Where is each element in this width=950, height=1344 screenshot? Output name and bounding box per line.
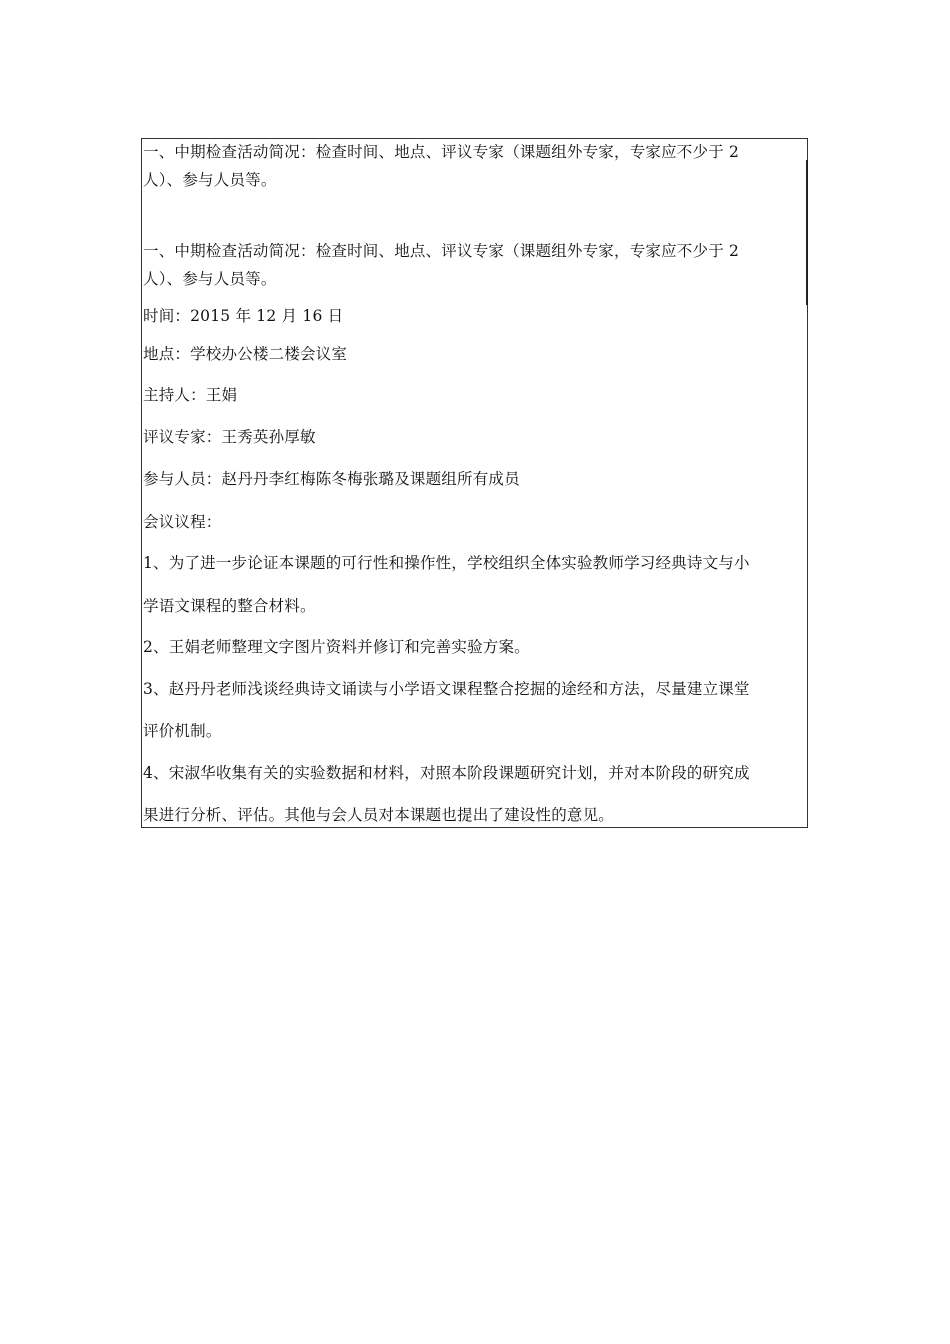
participants: 参与人员：赵丹丹李红梅陈冬梅张璐及课题组所有成员 <box>143 470 520 488</box>
agenda-item4-line1: 4、宋淑华收集有关的实验数据和材料，对照本阶段课题研究计划，并对本阶段的研究成 <box>143 764 750 782</box>
agenda-item1-line2: 学语文课程的整合材料。 <box>143 597 316 615</box>
agenda-item3-line1: 3、赵丹丹老师浅谈经典诗文诵读与小学语文课程整合挖掘的途经和方法，尽量建立课堂 <box>143 680 750 698</box>
meeting-time: 时间：2015 年 12 月 16 日 <box>143 307 344 325</box>
section1-heading-line1: 一、中期检查活动简况：检查时间、地点、评议专家（课题组外专家，专家应不少于 2 <box>143 143 740 161</box>
review-experts: 评议专家：王秀英孙厚敏 <box>143 428 316 446</box>
agenda-item2-line1: 2、王娟老师整理文字图片资料并修订和完善实验方案。 <box>143 638 530 656</box>
meeting-location: 地点：学校办公楼二楼会议室 <box>143 345 348 363</box>
agenda-item4-line2: 果进行分析、评估。其他与会人员对本课题也提出了建设性的意见。 <box>143 806 615 824</box>
section2-heading-line1: 一、中期检查活动简况：检查时间、地点、评议专家（课题组外专家，专家应不少于 2 <box>143 242 740 260</box>
section2-heading-line2: 人）、参与人员等。 <box>143 270 277 288</box>
agenda-title: 会议议程： <box>143 513 222 531</box>
meeting-host: 主持人：王娟 <box>143 386 238 404</box>
agenda-item1-line1: 1、为了进一步论证本课题的可行性和操作性，学校组织全体实验教师学习经典诗文与小 <box>143 554 750 572</box>
agenda-item3-line2: 评价机制。 <box>143 722 222 740</box>
section1-heading-line2: 人）、参与人员等。 <box>143 171 277 189</box>
